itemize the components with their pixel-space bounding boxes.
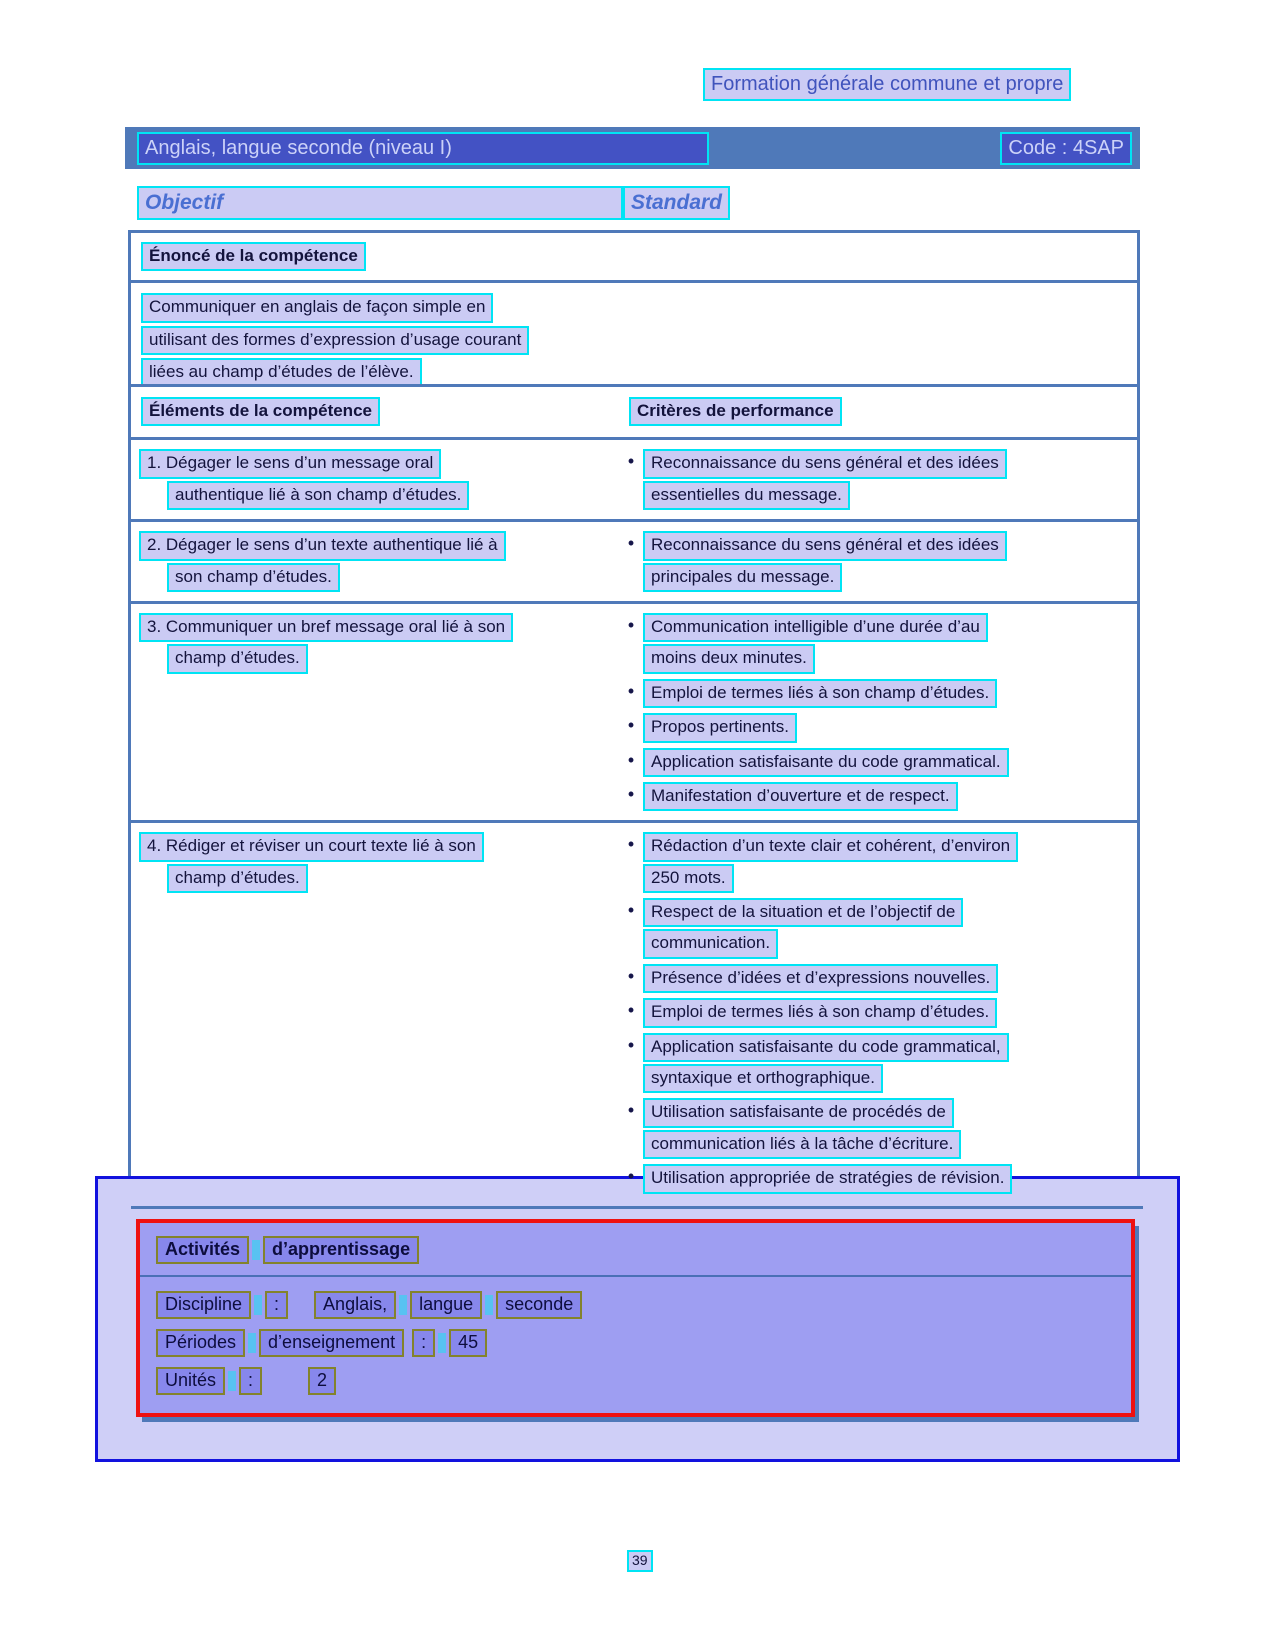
enonce-table: [128, 230, 1140, 404]
overlay-box: [95, 1176, 1180, 1462]
criterion-line[interactable]: Utilisation satisfaisante de procédés de: [643, 1098, 954, 1127]
elements-table: [128, 384, 1140, 1206]
criterion-line[interactable]: 250 mots.: [643, 864, 734, 893]
element-line[interactable]: son champ d’études.: [167, 563, 340, 592]
bullet-icon: •: [627, 614, 635, 635]
criterion-line[interactable]: Emploi de termes liés à son champ d’études.: [643, 679, 997, 708]
title-bar: [125, 127, 1140, 169]
bullet-icon: •: [627, 1166, 635, 1187]
bullet-icon: •: [627, 680, 635, 701]
criterion: [619, 613, 1131, 674]
running-header-text[interactable]: Formation générale commune et propre: [703, 68, 1071, 101]
course-code[interactable]: Code : 4SAP: [1000, 132, 1132, 165]
elements-table-header-row: [131, 387, 1137, 437]
running-header: [703, 68, 1071, 101]
word-box[interactable]: langue: [410, 1291, 482, 1319]
criterion: [619, 782, 1131, 811]
word-gap: [228, 1371, 236, 1391]
criterion-line[interactable]: syntaxique et orthographique.: [643, 1064, 883, 1093]
element-line[interactable]: champ d’études.: [167, 644, 308, 673]
element-line[interactable]: 1. Dégager le sens d’un message oral: [139, 449, 441, 478]
criterion-line[interactable]: Présence d’idées et d’expressions nouvelles.: [643, 964, 998, 993]
col-header-elements-cell: [131, 387, 619, 437]
word-box[interactable]: Unités: [156, 1367, 225, 1395]
criterion: [619, 832, 1131, 893]
col-header-elements[interactable]: Éléments de la compétence: [141, 397, 380, 426]
word-gap: [485, 1295, 493, 1315]
element-line[interactable]: 2. Dégager le sens d’un texte authentique lié à: [139, 531, 506, 560]
bullet-icon: •: [627, 533, 635, 554]
word-box[interactable]: Activités: [156, 1236, 249, 1264]
enonce-table-body: [131, 283, 1137, 400]
word-box[interactable]: :: [239, 1367, 262, 1395]
enonce-line[interactable]: liées au champ d’études de l’élève.: [141, 358, 422, 387]
table-row: [131, 519, 1137, 601]
word-box[interactable]: Périodes: [156, 1329, 245, 1357]
criteria-cell: [619, 522, 1137, 601]
activites-header: [140, 1223, 1131, 1277]
bullet-icon: •: [627, 451, 635, 472]
word-gap: [252, 1240, 260, 1260]
bullet-icon: •: [627, 783, 635, 804]
criterion-line[interactable]: communication liés à la tâche d’écriture.: [643, 1130, 961, 1159]
criterion: [619, 998, 1131, 1027]
activites-box: [136, 1219, 1135, 1417]
criterion: [619, 1098, 1131, 1159]
table-row: [131, 437, 1137, 519]
bullet-icon: •: [627, 965, 635, 986]
criterion-line[interactable]: Application satisfaisante du code grammatical,: [643, 1033, 1009, 1062]
word-gap: [248, 1333, 256, 1353]
col-header-criteres-cell: [619, 387, 842, 437]
word-box[interactable]: :: [412, 1329, 435, 1357]
word-box[interactable]: Discipline: [156, 1291, 251, 1319]
word-box[interactable]: 2: [308, 1367, 336, 1395]
criterion: [619, 1033, 1131, 1094]
enonce-line[interactable]: utilisant des formes d’expression d’usage courant: [141, 326, 529, 355]
bullet-icon: •: [627, 1100, 635, 1121]
section-heading-objectif[interactable]: Objectif: [137, 186, 623, 220]
word-box[interactable]: d’enseignement: [259, 1329, 404, 1357]
discipline-row: [156, 1291, 1115, 1319]
page-number-wrap: [627, 1550, 653, 1572]
criterion-line[interactable]: Emploi de termes liés à son champ d’études.: [643, 998, 997, 1027]
element-line[interactable]: champ d’études.: [167, 864, 308, 893]
unites-row: [156, 1367, 1115, 1395]
table-row: [131, 601, 1137, 820]
enonce-table-header: [131, 233, 1137, 283]
criterion-line[interactable]: Propos pertinents.: [643, 713, 797, 742]
criterion: [619, 964, 1131, 993]
criteria-cell: [619, 604, 1137, 820]
criteria-cell: [619, 440, 1137, 519]
element-line[interactable]: authentique lié à son champ d’études.: [167, 481, 469, 510]
periodes-row: [156, 1329, 1115, 1357]
word-box[interactable]: d’apprentissage: [263, 1236, 419, 1264]
element-cell: [131, 823, 619, 1202]
criterion-line[interactable]: Manifestation d’ouverture et de respect.: [643, 782, 958, 811]
enonce-header-text[interactable]: Énoncé de la compétence: [141, 242, 366, 271]
element-line[interactable]: 4. Rédiger et réviser un court texte lié à son: [139, 832, 484, 861]
element-cell: [131, 440, 619, 519]
criterion-line[interactable]: Communication intelligible d’une durée d’au: [643, 613, 988, 642]
criterion: [619, 531, 1131, 592]
section-heading: [137, 186, 730, 220]
activites-rows: [140, 1277, 1131, 1413]
main-content: [128, 384, 1140, 1462]
enonce-line[interactable]: Communiquer en anglais de façon simple en: [141, 293, 493, 322]
element-cell: [131, 604, 619, 820]
course-title[interactable]: Anglais, langue seconde (niveau I): [137, 132, 709, 165]
word-gap: [254, 1295, 262, 1315]
page-number[interactable]: 39: [627, 1550, 653, 1572]
word-box[interactable]: Anglais,: [314, 1291, 396, 1319]
word-box[interactable]: :: [265, 1291, 288, 1319]
table-row: [131, 820, 1137, 1202]
section-heading-standard[interactable]: Standard: [623, 186, 730, 220]
criterion: [619, 748, 1131, 777]
bullet-icon: •: [627, 900, 635, 921]
bullet-icon: •: [627, 1034, 635, 1055]
criterion-line[interactable]: moins deux minutes.: [643, 644, 815, 673]
word-box[interactable]: 45: [449, 1329, 487, 1357]
bullet-icon: •: [627, 834, 635, 855]
word-box[interactable]: seconde: [496, 1291, 582, 1319]
bullet-icon: •: [627, 1000, 635, 1021]
criterion: [619, 1164, 1131, 1193]
element-line[interactable]: 3. Communiquer un bref message oral lié à son: [139, 613, 513, 642]
criterion: [619, 898, 1131, 959]
criterion-line[interactable]: Reconnaissance du sens général et des idées: [643, 449, 1007, 478]
criterion-line[interactable]: Application satisfaisante du code grammatical.: [643, 748, 1009, 777]
criterion-line[interactable]: communication.: [643, 929, 778, 958]
word-gap: [399, 1295, 407, 1315]
bullet-icon: •: [627, 715, 635, 736]
criterion-line[interactable]: principales du message.: [643, 563, 842, 592]
criterion-line[interactable]: Respect de la situation et de l’objectif de: [643, 898, 963, 927]
criteria-cell: [619, 823, 1137, 1202]
bullet-icon: •: [627, 749, 635, 770]
criterion: [619, 713, 1131, 742]
word-gap: [438, 1333, 446, 1353]
element-cell: [131, 522, 619, 601]
col-header-criteres[interactable]: Critères de performance: [629, 397, 842, 426]
criterion-line[interactable]: essentielles du message.: [643, 481, 850, 510]
criterion-line[interactable]: Rédaction d’un texte clair et cohérent, d’environ: [643, 832, 1018, 861]
criterion-line[interactable]: Utilisation appropriée de stratégies de révision.: [643, 1164, 1012, 1193]
criterion: [619, 679, 1131, 708]
criterion: [619, 449, 1131, 510]
criterion-line[interactable]: Reconnaissance du sens général et des idées: [643, 531, 1007, 560]
table-border-remnant: [131, 1206, 1143, 1209]
